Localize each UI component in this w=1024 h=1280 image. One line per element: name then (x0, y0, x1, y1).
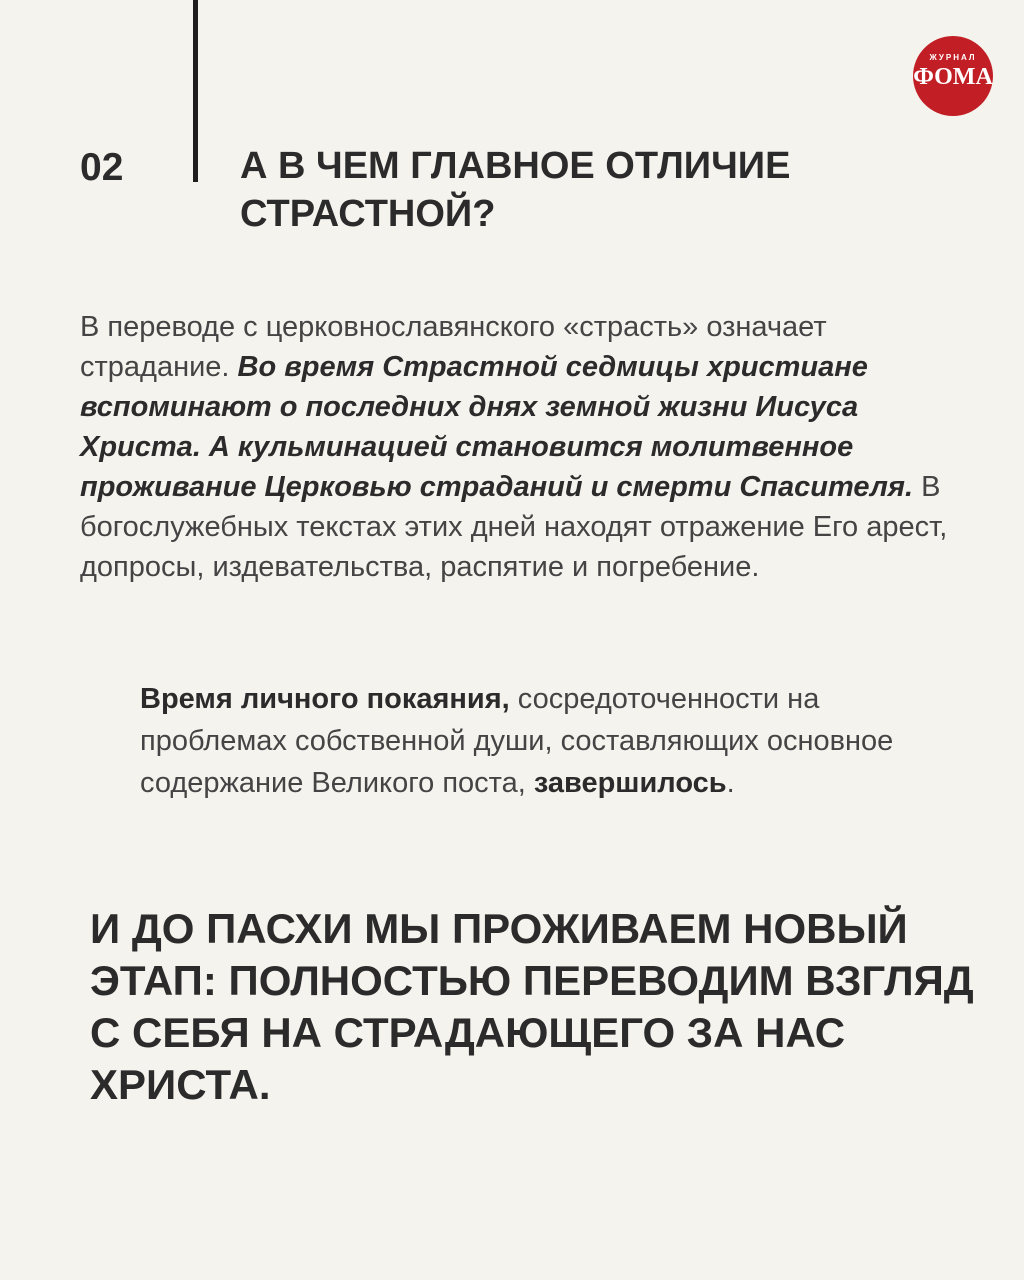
quote-bold-start: Время личного покаяния, (140, 683, 510, 715)
intro-text-start: В переводе с церковнославянского «страсть» означает страдание. (80, 311, 827, 383)
quote-period: . (726, 767, 735, 799)
quote-paragraph (140, 678, 960, 804)
conclusion-heading: И ДО ПАСХИ МЫ ПРОЖИВАЕМ НОВЫЙ ЭТАП: ПОЛНОСТЬЮ ПЕРЕВОДИМ ВЗГЛЯД С СЕБЯ НА СТРАДАЮЩЕГО ЗА НАС ХРИСТА. (90, 905, 974, 1108)
vertical-divider (193, 0, 198, 182)
quote-text: сосредоточенности на проблемах собственной души, составляющих основное содержание Великого поста, (140, 683, 894, 799)
section-number: 02 (80, 146, 124, 189)
quote-bold-end: завершилось (533, 767, 727, 799)
logo-title: ФОМА (913, 64, 993, 90)
logo-subtitle: ЖУРНАЛ (929, 53, 977, 62)
intro-paragraph (80, 307, 960, 587)
intro-text-end: В богослужебных текстах этих дней находят отражение Его арест, допросы, издевательства, распятие и погребение. (80, 471, 948, 583)
intro-emphasis: Во время Страстной седмицы христиане вспоминают о последних днях земной жизни Иисуса Христа. А кульминацией становится молитвенное проживание Церковью страданий и смерти Спасителя. (80, 351, 914, 503)
foma-logo (913, 36, 993, 116)
section-title: А В ЧЕМ ГЛАВНОЕ ОТЛИЧИЕ СТРАСТНОЙ? (240, 145, 791, 235)
